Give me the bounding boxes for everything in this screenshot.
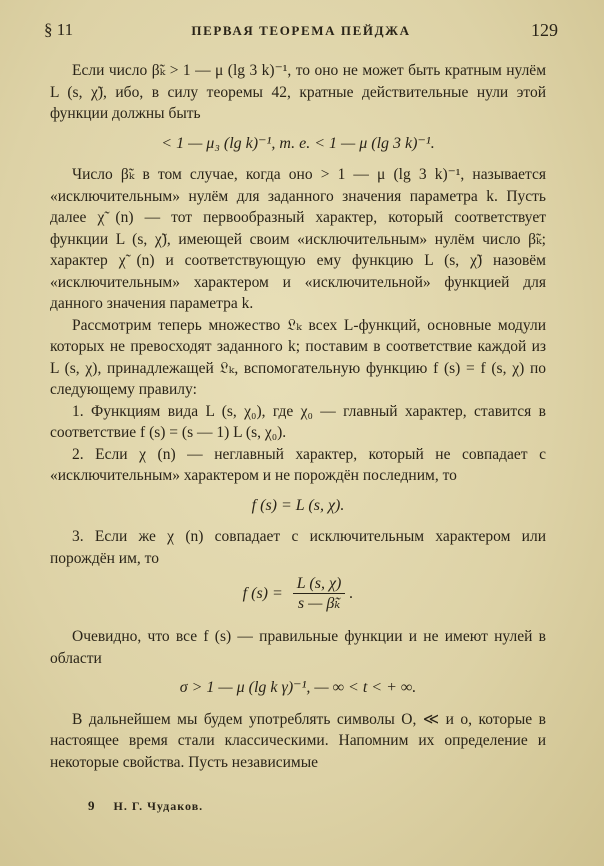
paragraph-2: Число β̃ₖ в том случае, когда оно > 1 — μ (lg 3 k)⁻¹, называется «исключительным» нулём для заданного значения параметра k. Пусть далее χ̃ (n) — тот первообразный характер, который соответствует функции L (s, χ̃), имеющей своим «исключительным» нулём число β̃ₖ; характер χ̃ (n) и соответствующую ему функцию L (s, χ̃) назовём «исключительным» характером и «исключительной» функцией для данного значения параметра k. <box>50 166 546 312</box>
author-line: Н. Г. Чудаков. <box>113 799 204 813</box>
page-footer <box>88 798 203 814</box>
section-number: § 11 <box>44 20 74 39</box>
running-header <box>44 18 558 42</box>
rule-2: 2. Если χ (n) — неглавный характер, который не совпадает с «исключительным» характером и не порождён последним, то <box>50 445 546 484</box>
page-number: 129 <box>531 20 558 40</box>
page-body <box>50 60 546 773</box>
running-title: ПЕРВАЯ ТЕОРЕМА ПЕЙДЖА <box>191 23 411 38</box>
paragraph-4: Очевидно, что все f (s) — правильные функции и не имеют нулей в области <box>50 628 546 667</box>
fraction-numerator: L (s, χ) <box>293 575 346 594</box>
rule-3: 3. Если же χ (n) совпадает с исключительным характером или порождён им, то <box>50 528 546 567</box>
rule-1: 1. Функциям вида L (s, χ₀), где χ₀ — главный характер, ставится в соответствие f (s) = (s — 1) L (s, χ₀). <box>50 402 546 441</box>
signature-mark: 9 <box>88 798 96 813</box>
paragraph-5: В дальнейшем мы будем употреблять символы O, ≪ и o, которые в настоящее время стали классическими. Напомним их определение и некоторые свойства. Пусть независимые <box>50 710 546 771</box>
paragraph-1: Если число β̃ₖ > 1 — μ (lg 3 k)⁻¹, то оно не может быть кратным нулём L (s, χ̃), ибо, в силу теоремы 42, кратные действительные нули этой функции должны быть <box>50 62 546 122</box>
fraction-denominator: s — β̃ₖ <box>297 595 341 612</box>
formula-4: σ > 1 — μ (lg k γ)⁻¹, — ∞ < t < + ∞. <box>179 679 417 696</box>
formula-3-lhs: f (s) = <box>242 585 283 603</box>
formula-2: f (s) = L (s, χ). <box>251 496 345 514</box>
paragraph-3: Рассмотрим теперь множество 𝔏ₖ всех L-функций, основные модули которых не превосходят заданного k; поставим в соответствие каждой из L (s, χ), принадлежащей 𝔏ₖ, вспомогательную функцию f (s) = f (s, χ) по следующему правилу: <box>50 316 546 398</box>
formula-3-tail: . <box>349 585 354 603</box>
formula-1: < 1 — μ₃ (lg k)⁻¹, т. е. < 1 — μ (lg 3 k)⁻¹. <box>161 134 435 152</box>
formula-3 <box>50 575 546 614</box>
fraction <box>293 575 346 614</box>
